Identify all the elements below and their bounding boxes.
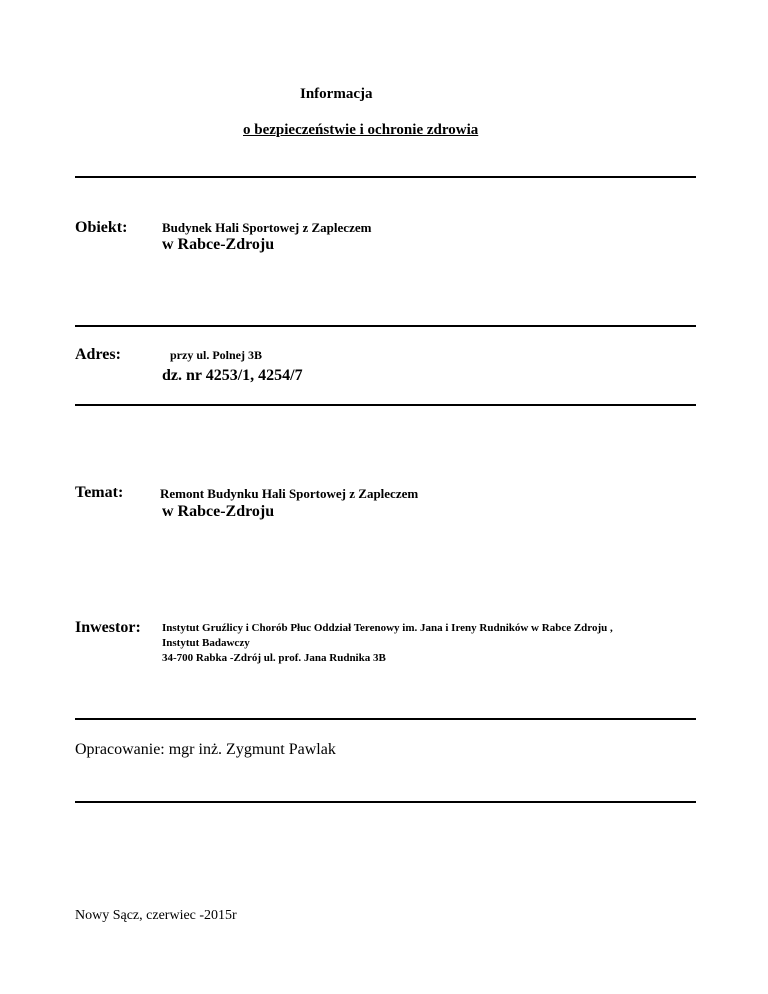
inwestor-value-line3: 34-700 Rabka -Zdrój ul. prof. Jana Rudnika 3B <box>162 652 386 664</box>
inwestor-value-line2: Instytut Badawczy <box>162 637 250 649</box>
document-subtitle: o bezpieczeństwie i ochronie zdrowia <box>243 122 479 138</box>
adres-label: Adres: <box>75 346 121 363</box>
obiekt-value-line2: w Rabce-Zdroju <box>162 236 275 253</box>
obiekt-value-line1: Budynek Hali Sportowej z Zapleczem <box>162 220 372 235</box>
divider-5 <box>75 801 696 803</box>
divider-1 <box>75 176 696 178</box>
inwestor-label: Inwestor: <box>75 619 141 636</box>
place-and-date: Nowy Sącz, czerwiec -2015r <box>75 908 237 923</box>
temat-value-line1: Remont Budynku Hali Sportowej z Zapleczem <box>160 486 419 501</box>
obiekt-label: Obiekt: <box>75 219 128 236</box>
opracowanie-author: Opracowanie: mgr inż. Zygmunt Pawlak <box>75 741 336 758</box>
adres-value-line2: dz. nr 4253/1, 4254/7 <box>162 367 303 384</box>
inwestor-value-line1: Instytut Gruźlicy i Chorób Płuc Oddział Terenowy im. Jana i Ireny Rudników w Rabce Zdroju , <box>162 622 613 634</box>
divider-2 <box>75 325 696 327</box>
adres-value-line1: przy ul. Polnej 3B <box>170 348 262 362</box>
temat-value-line2: w Rabce-Zdroju <box>162 503 275 520</box>
divider-4 <box>75 718 696 720</box>
temat-label: Temat: <box>75 484 124 501</box>
document-title: Informacja <box>300 86 373 102</box>
divider-3 <box>75 404 696 406</box>
